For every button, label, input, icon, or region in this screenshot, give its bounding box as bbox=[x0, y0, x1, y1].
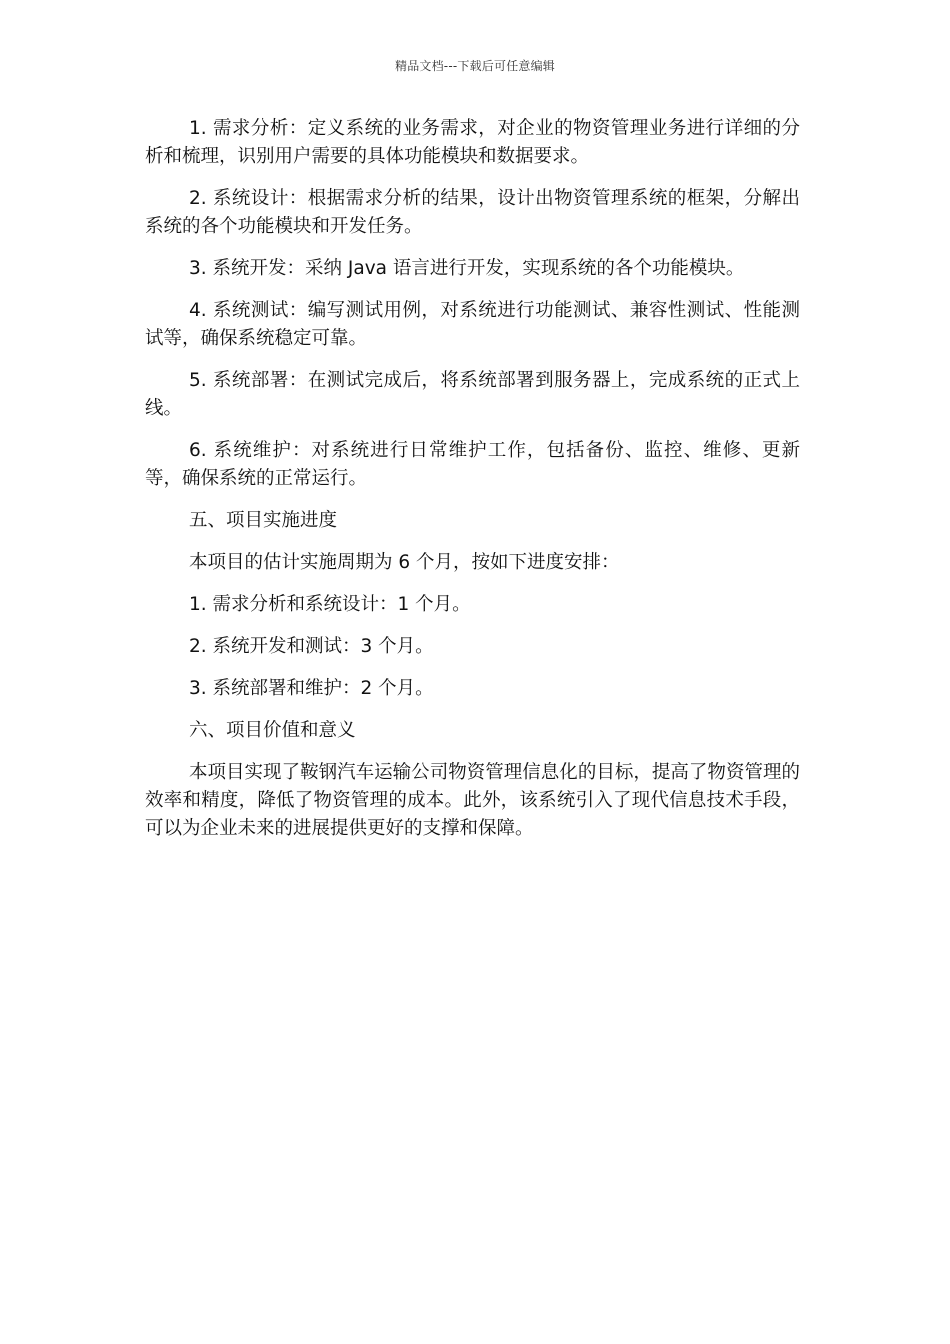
section-heading-value: 六、项目价值和意义 bbox=[189, 720, 356, 741]
paragraph-system-development: 3. 系统开发：采纳 Java 语言进行开发，实现系统的各个功能模块。 bbox=[189, 258, 745, 279]
page-header: 精品文档---下载后可任意编辑 bbox=[395, 59, 555, 73]
paragraph-requirements-analysis: 1. 需求分析：定义系统的业务需求，对企业的物资管理业务进行详细的分析和梳理，识别用户需要的具体功能模块和数据要求。 bbox=[145, 118, 800, 167]
paragraph-schedule-intro: 本项目的估计实施周期为 6 个月，按如下进度安排： bbox=[189, 552, 620, 573]
section-heading-schedule: 五、项目实施进度 bbox=[189, 510, 338, 531]
paragraph-system-maintenance: 6. 系统维护：对系统进行日常维护工作，包括备份、监控、维修、更新等，确保系统的正常运行。 bbox=[145, 440, 800, 489]
paragraph-system-deployment: 5. 系统部署：在测试完成后，将系统部署到服务器上，完成系统的正式上线。 bbox=[145, 370, 800, 419]
schedule-item-1: 1. 需求分析和系统设计：1 个月。 bbox=[189, 594, 471, 615]
schedule-item-3: 3. 系统部署和维护：2 个月。 bbox=[189, 678, 434, 699]
paragraph-system-design: 2. 系统设计：根据需求分析的结果，设计出物资管理系统的框架，分解出系统的各个功能模块和开发任务。 bbox=[145, 188, 800, 237]
paragraph-system-testing: 4. 系统测试：编写测试用例，对系统进行功能测试、兼容性测试、性能测试等，确保系统稳定可靠。 bbox=[145, 300, 800, 349]
schedule-item-2: 2. 系统开发和测试：3 个月。 bbox=[189, 636, 434, 657]
paragraph-project-value: 本项目实现了鞍钢汽车运输公司物资管理信息化的目标，提高了物资管理的效率和精度，降低了物资管理的成本。此外，该系统引入了现代信息技术手段，可以为企业未来的进展提供更好的支撑和保障。 bbox=[145, 762, 800, 839]
document-body bbox=[145, 115, 800, 857]
